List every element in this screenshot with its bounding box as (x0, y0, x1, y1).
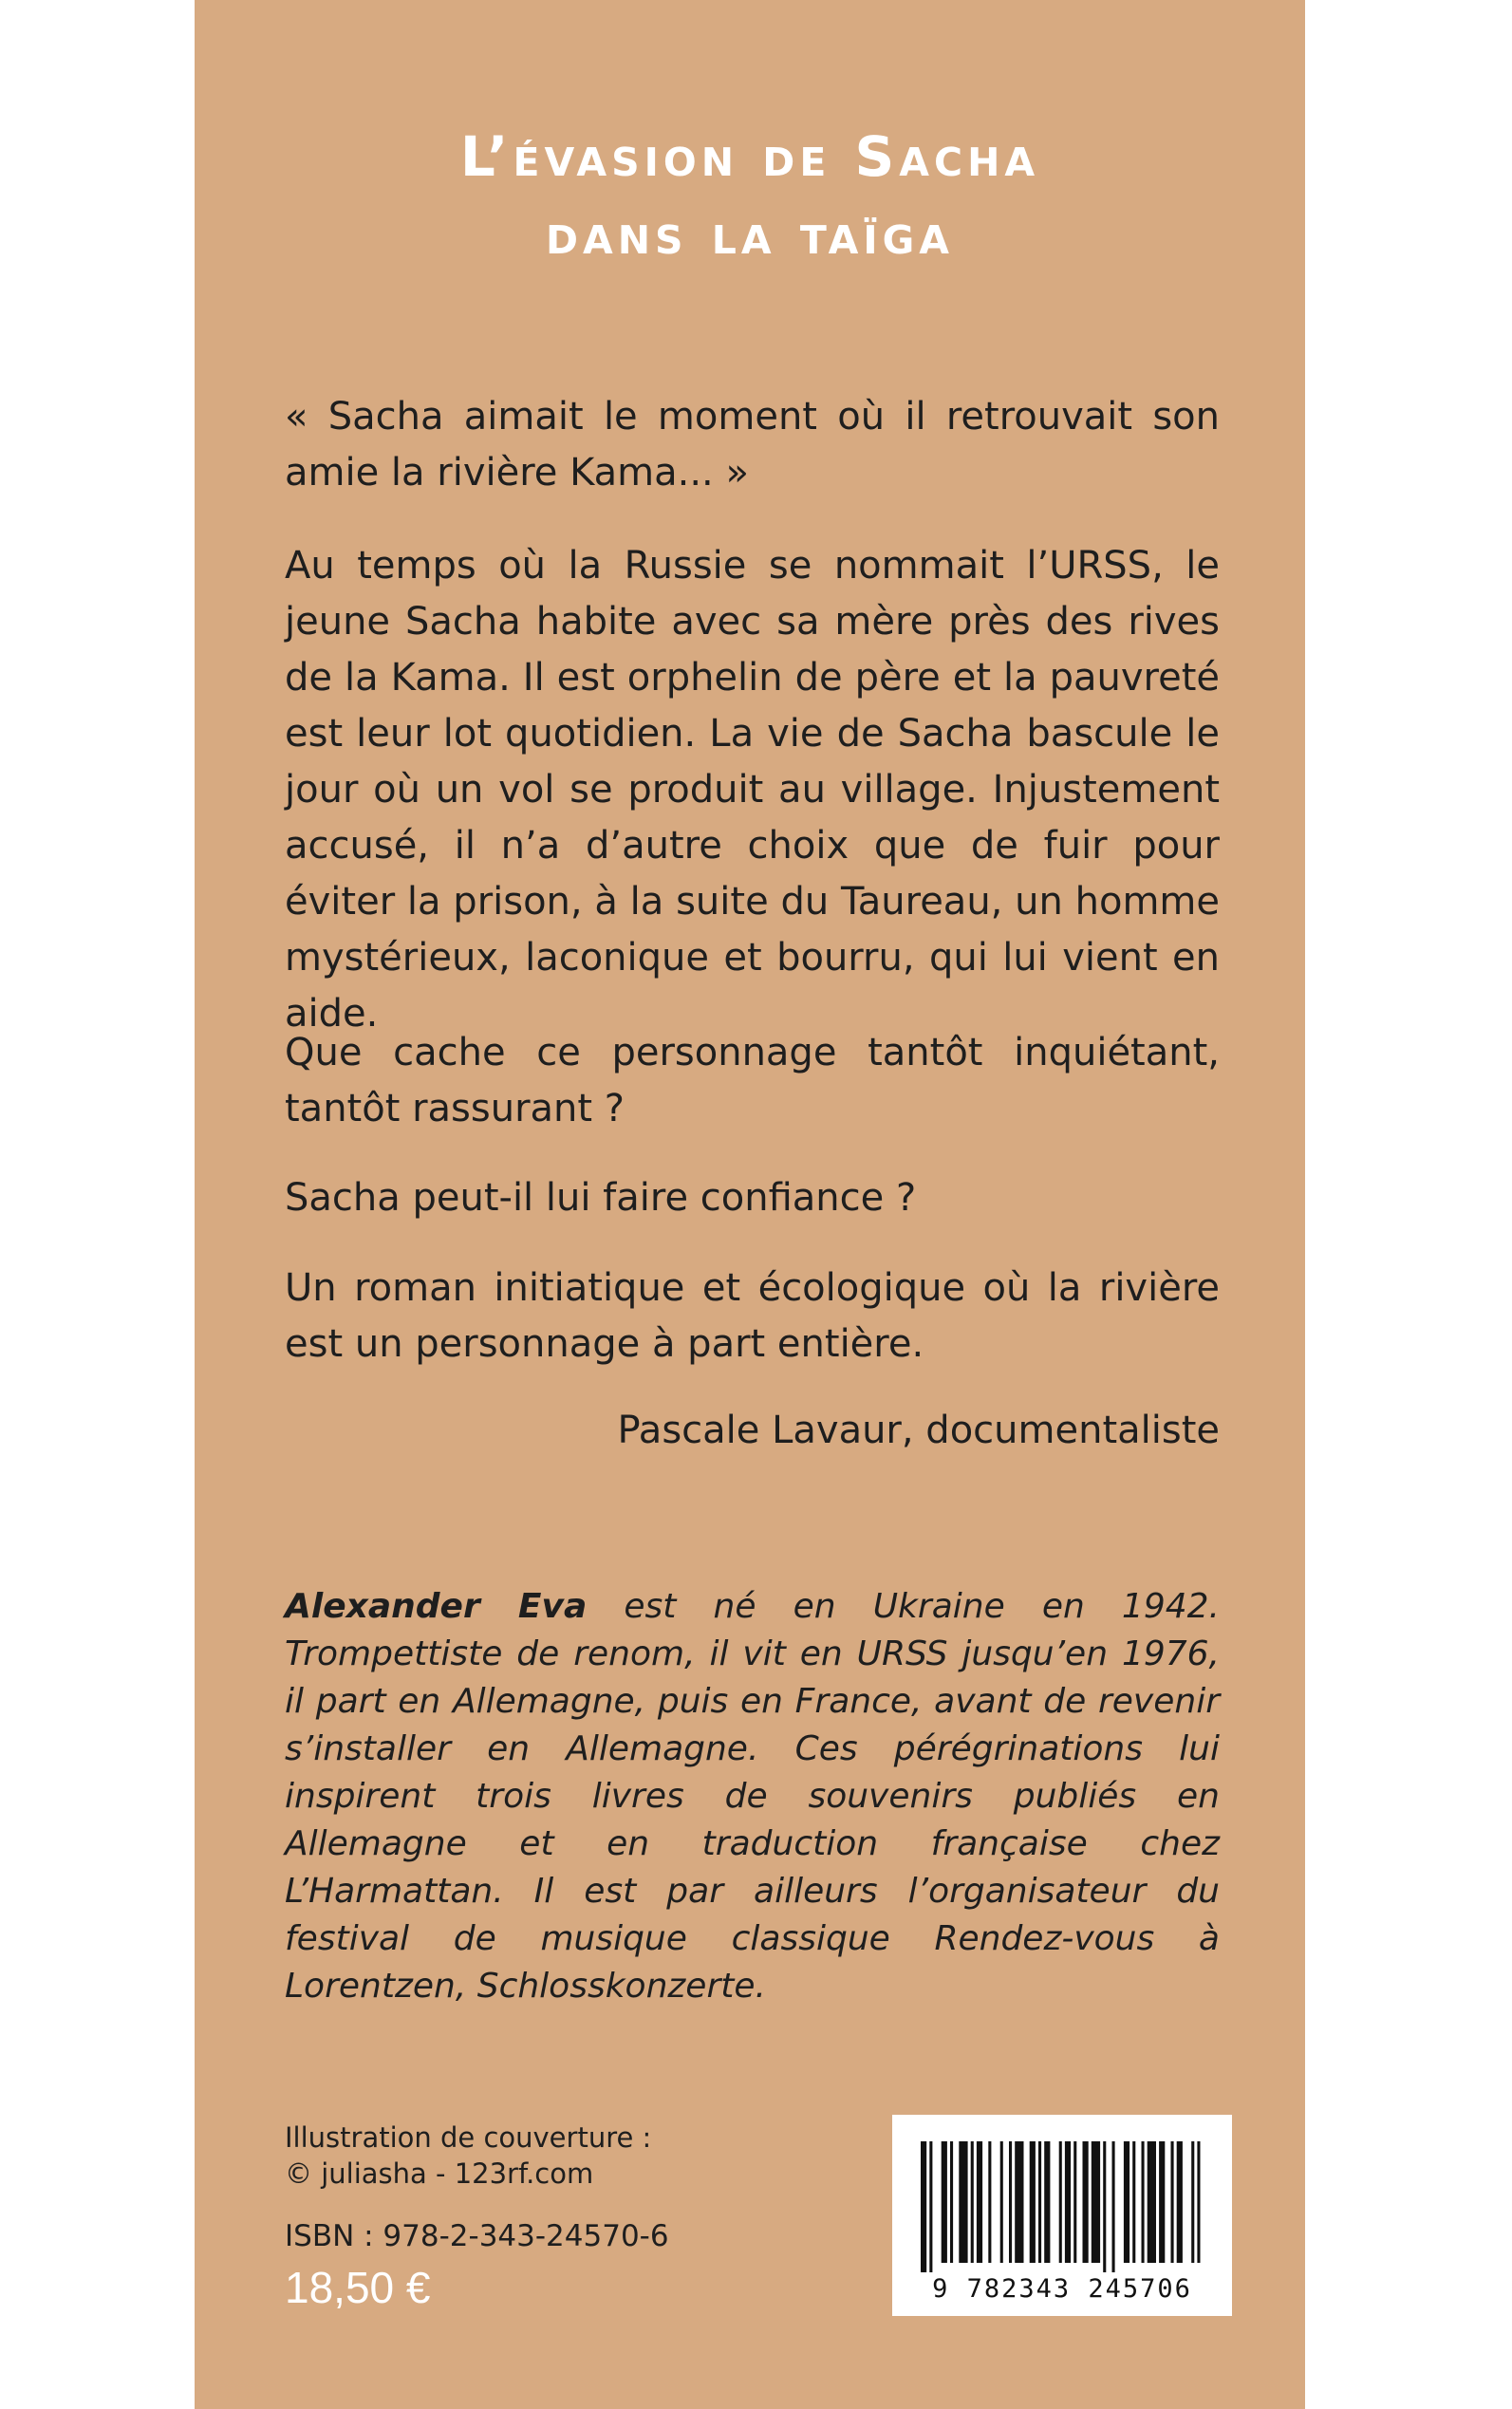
barcode-bar (1009, 2141, 1012, 2263)
barcode-bar (1000, 2141, 1003, 2263)
blurb-paragraph-1: Au temps où la Russie se nommait l’URSS, le jeune Sacha habite avec sa mère près des rives de la Kama. Il est orphelin de père et la pauvreté est leur lot quotidien. La vie de Sacha bascule le jour où un vol se produit au village. Injustement accusé, il n’a d’autre choix que de fuir pour éviter la prison, à la suite du Taureau, un homme mystérieux, laconique et bourru, qui lui vient en aide. (285, 544, 1220, 1036)
blurb-paragraph-2: Que cache ce personnage tantôt inquiétant, tantôt rassurant ? (285, 1031, 1220, 1130)
blurb-paragraph-3: Sacha peut-il lui faire confiance ? (285, 1176, 917, 1220)
barcode-bar (1191, 2141, 1194, 2263)
back-cover (195, 0, 1305, 2409)
barcode-bar (959, 2141, 967, 2263)
author-name: Alexander Eva (285, 1587, 588, 1626)
author-bio (285, 1583, 1220, 2010)
barcode-bars (892, 2115, 1232, 2276)
book-title-line-2: dans la taïga (545, 202, 954, 267)
blurb-quote: « Sacha aimait le moment où il retrouvait son amie la rivière Kama... » (285, 395, 1220, 495)
blurb-paragraph-4: Un roman initiatique et écologique où la rivière est un personnage à part entière. (285, 1266, 1220, 1366)
illustration-label: Illustration de couverture : (285, 2121, 652, 2154)
barcode-bar (1044, 2141, 1050, 2263)
barcode-bar (1015, 2141, 1023, 2263)
barcode-bar (1092, 2141, 1100, 2263)
barcode-bar (1132, 2141, 1135, 2263)
barcode-bar (1171, 2141, 1174, 2263)
barcode-bar (942, 2141, 947, 2263)
isbn: ISBN : 978-2-343-24570-6 (285, 2219, 669, 2253)
barcode-bar (950, 2141, 953, 2263)
barcode-bar (988, 2141, 991, 2263)
barcode-bar (1038, 2141, 1041, 2263)
barcode-bar (1124, 2141, 1129, 2263)
barcode-bar (1148, 2141, 1156, 2263)
barcode-bar (1073, 2141, 1076, 2263)
book-title-line-1: L’évasion de Sacha (459, 124, 1040, 189)
barcode-bar (1142, 2141, 1145, 2263)
barcode (892, 2115, 1232, 2316)
barcode-bar (971, 2141, 974, 2263)
illustration-source: © juliasha - 123rf.com (285, 2157, 594, 2190)
barcode-bar (1059, 2141, 1062, 2263)
barcode-digits: 9 782343 245706 (932, 2274, 1192, 2304)
illustration-credit (285, 2120, 651, 2192)
barcode-bar (921, 2141, 926, 2272)
barcode-bar (1197, 2141, 1200, 2263)
barcode-bar (1159, 2141, 1165, 2263)
barcode-bar (1083, 2141, 1089, 2263)
barcode-bar (1103, 2141, 1106, 2272)
barcode-bar (1030, 2141, 1036, 2263)
blurb-signature: Pascale Lavaur, documentaliste (617, 1409, 1220, 1452)
barcode-bar (1065, 2141, 1071, 2263)
barcode-bar (1112, 2141, 1115, 2272)
barcode-bar (929, 2141, 932, 2272)
barcode-bar (977, 2141, 982, 2263)
price: 18,50 € (285, 2263, 431, 2312)
author-bio-text: est né en Ukraine en 1942. Trompettiste de renom, il vit en URSS jusqu’en 1976, il part en Allemagne, puis en France, avant de revenir s’installer en Allemagne. Ces pérégrinations lui inspirent trois livres de souvenirs publiés en Allemagne et en traduction française chez L’Harmattan. Il est par ailleurs l’organisateur du festival de musique classique Rendez-vous à Lorentzen, Schlosskonzerte. (285, 1587, 1220, 2006)
barcode-bar (1177, 2141, 1183, 2263)
